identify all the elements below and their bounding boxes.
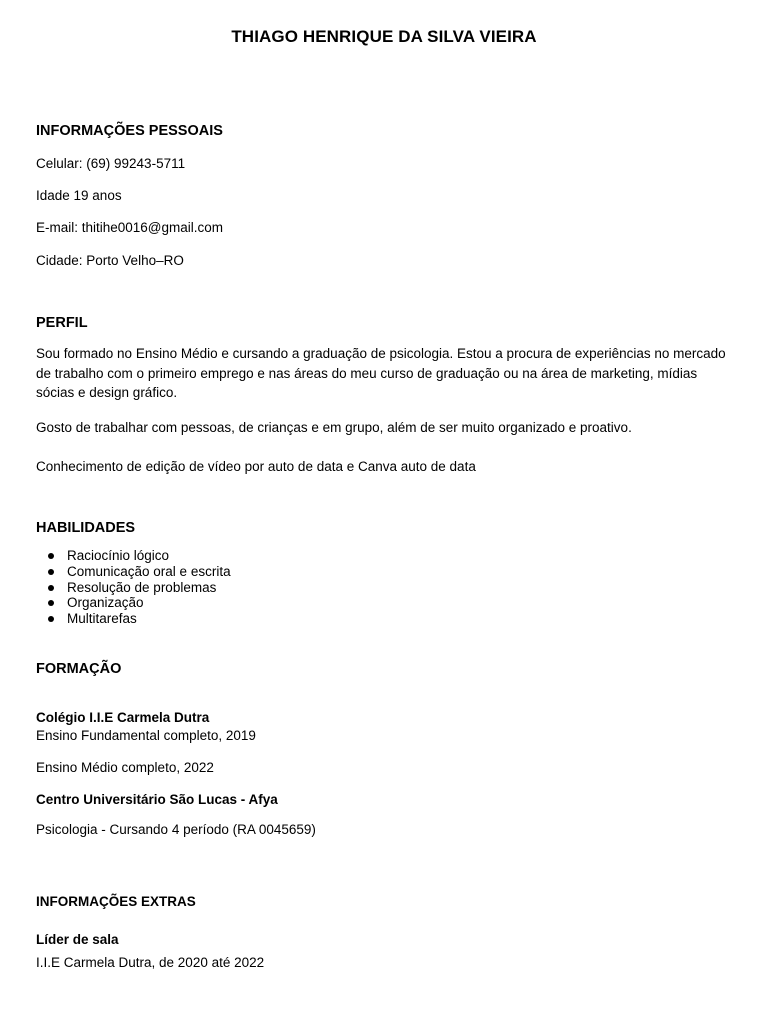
school1-line1: Ensino Fundamental completo, 2019: [36, 728, 256, 743]
school2-name: Centro Universitário São Lucas - Afya: [36, 792, 278, 807]
skill-label: Organização: [67, 595, 144, 611]
bullet-icon: [48, 585, 54, 591]
list-item: [36, 548, 231, 564]
extras-detail: I.I.E Carmela Dutra, de 2020 até 2022: [36, 955, 265, 970]
skill-label: Raciocínio lógico: [67, 548, 170, 563]
school1-name: Colégio I.I.E Carmela Dutra: [36, 710, 210, 725]
school2-line1: Psicologia - Cursando 4 período (RA 0045659): [36, 822, 316, 837]
education-heading: FORMAÇÃO: [36, 661, 122, 677]
profile-paragraph-1: Sou formado no Ensino Médio e cursando a graduação de psicologia. Estou a procura de experiências no mercado de trabalho com o primeiro emprego e nas áreas do meu curso de graduação ou na área de marketing, mídias sócias e design gráfico.: [36, 346, 726, 400]
school1-line2: Ensino Médio completo, 2022: [36, 760, 214, 775]
bullet-icon: [48, 569, 54, 575]
resume-name: THIAGO HENRIQUE DA SILVA VIEIRA: [231, 27, 537, 46]
list-item: [36, 564, 231, 580]
extras-role: Líder de sala: [36, 932, 119, 947]
skill-label: Comunicação oral e escrita: [67, 563, 231, 579]
extras-heading: INFORMAÇÕES EXTRAS: [36, 894, 196, 909]
list-item: [36, 595, 231, 611]
bullet-icon: [48, 616, 54, 622]
skill-label: Multitarefas: [67, 611, 137, 627]
skill-label: Resolução de problemas: [67, 579, 217, 595]
list-item: [36, 611, 231, 627]
email-text: E-mail: thitihe0016@gmail.com: [36, 220, 224, 235]
phone-text: Celular: (69) 99243-5711: [36, 156, 186, 171]
profile-paragraph-2: Gosto de trabalhar com pessoas, de crianças e em grupo, além de ser muito organizado e proativo.: [36, 420, 632, 435]
bullet-icon: [48, 600, 54, 606]
bullet-icon: [48, 553, 54, 559]
age-text: Idade 19 anos: [36, 188, 122, 203]
personal-info-heading: INFORMAÇÕES PESSOAIS: [36, 123, 223, 139]
skills-heading: HABILIDADES: [36, 520, 136, 536]
list-item: [36, 580, 231, 596]
profile-paragraph-3: Conhecimento de edição de vídeo por auto de data e Canva auto de data: [36, 459, 476, 474]
skills-list: [36, 548, 231, 627]
profile-heading: PERFIL: [36, 315, 88, 331]
city-text: Cidade: Porto Velho–RO: [36, 253, 184, 268]
